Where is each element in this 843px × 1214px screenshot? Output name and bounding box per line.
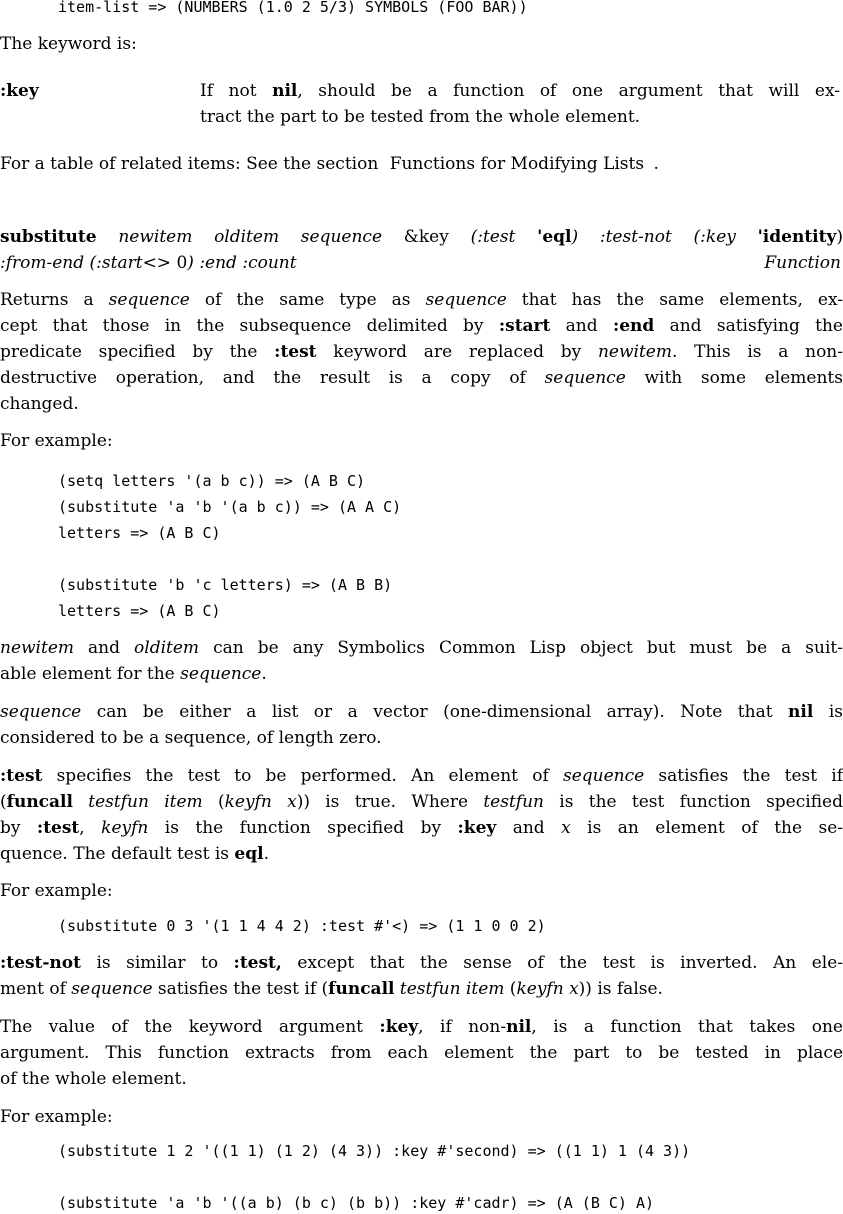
for-example-1: For example: <box>0 431 113 451</box>
p4-line2: (funcall testfun item (keyfn x)) is true. Where testfun is the test function specified <box>0 792 843 812</box>
ex1-line4: (substitute 'b 'c letters) => (A B B) <box>58 576 393 594</box>
p2-line1: newitem and olditem can be any Symbolics Common Lisp object but must be a suit- <box>0 638 843 658</box>
ex3-line1: (substitute 1 2 '((1 1) (1 2) (4 3)) :key #'second) => ((1 1) 1 (4 3)) <box>58 1142 691 1160</box>
keyword-def-line2: tract the part to be tested from the whole element. <box>200 107 641 127</box>
keyword-intro: The keyword is: <box>0 34 137 54</box>
related-items <box>0 153 659 175</box>
code-line-item-list: item-list => (NUMBERS (1.0 2 5/3) SYMBOLS (FOO BAR)) <box>58 0 528 16</box>
ex1-line3: letters => (A B C) <box>58 524 221 542</box>
related-prefix: For a table of related items: See the section <box>0 154 379 174</box>
related-link[interactable]: Functions for Modifying Lists <box>389 154 645 174</box>
p4-line1: :test specifies the test to be performed. An element of sequence satisfies the test if <box>0 766 843 786</box>
p2-line2: able element for the sequence. <box>0 664 267 684</box>
for-example-2: For example: <box>0 881 113 901</box>
for-example-3: For example: <box>0 1107 113 1127</box>
p1-line2: cept that those in the subsequence delimited by :start and :end and satisfying the <box>0 316 843 336</box>
ex1-line5: letters => (A B C) <box>58 602 221 620</box>
p6-line3: of the whole element. <box>0 1069 187 1089</box>
p6-line2: argument. This function extracts from each element the part to be tested in place <box>0 1043 843 1063</box>
ex1-line1: (setq letters '(a b c)) => (A B C) <box>58 472 366 490</box>
ex3-line2: (substitute 'a 'b '((a b) (b c) (b b)) :key #'cadr) => (A (B C) A) <box>58 1194 655 1212</box>
keyword-term: :key <box>0 81 39 101</box>
related-suffix: . <box>653 154 659 174</box>
p1-line1: Returns a sequence of the same type as sequence that has the same elements, ex- <box>0 290 843 310</box>
p3-line1: sequence can be either a list or a vector (one-dimensional array). Note that nil is <box>0 702 843 722</box>
signature-line2 <box>0 252 843 274</box>
signature-args-line2: :from-end (:start<> 0) :end :count <box>0 253 297 273</box>
p4-line3: by :test, keyfn is the function specified by :key and x is an element of the se- <box>0 818 843 838</box>
p1-line4: destructive operation, and the result is a copy of sequence with some elements <box>0 368 843 388</box>
p4-line4: quence. The default test is eql. <box>0 844 269 864</box>
p5-line2: ment of sequence satisfies the test if (funcall testfun item (keyfn x)) is false. <box>0 979 663 999</box>
keyword-def-line1: If not nil, should be a function of one argument that will ex- <box>200 81 840 101</box>
p1-line3: predicate specified by the :test keyword are replaced by newitem. This is a non- <box>0 342 843 362</box>
p3-line2: considered to be a sequence, of length zero. <box>0 728 382 748</box>
p6-line1: The value of the keyword argument :key, if non-nil, is a function that takes one <box>0 1017 843 1037</box>
p5-line1: :test-not is similar to :test, except that the sense of the test is inverted. An ele- <box>0 953 843 973</box>
signature-kind: Function <box>764 253 841 273</box>
ex1-line2: (substitute 'a 'b '(a b c)) => (A A C) <box>58 498 402 516</box>
signature-line1: substitute newitem olditem sequence &key (:test 'eql) :test-not (:key 'identity) <box>0 227 843 247</box>
ex2-line: (substitute 0 3 '(1 1 4 4 2) :test #'<) => (1 1 0 0 2) <box>58 917 546 935</box>
p1-line5: changed. <box>0 394 79 414</box>
